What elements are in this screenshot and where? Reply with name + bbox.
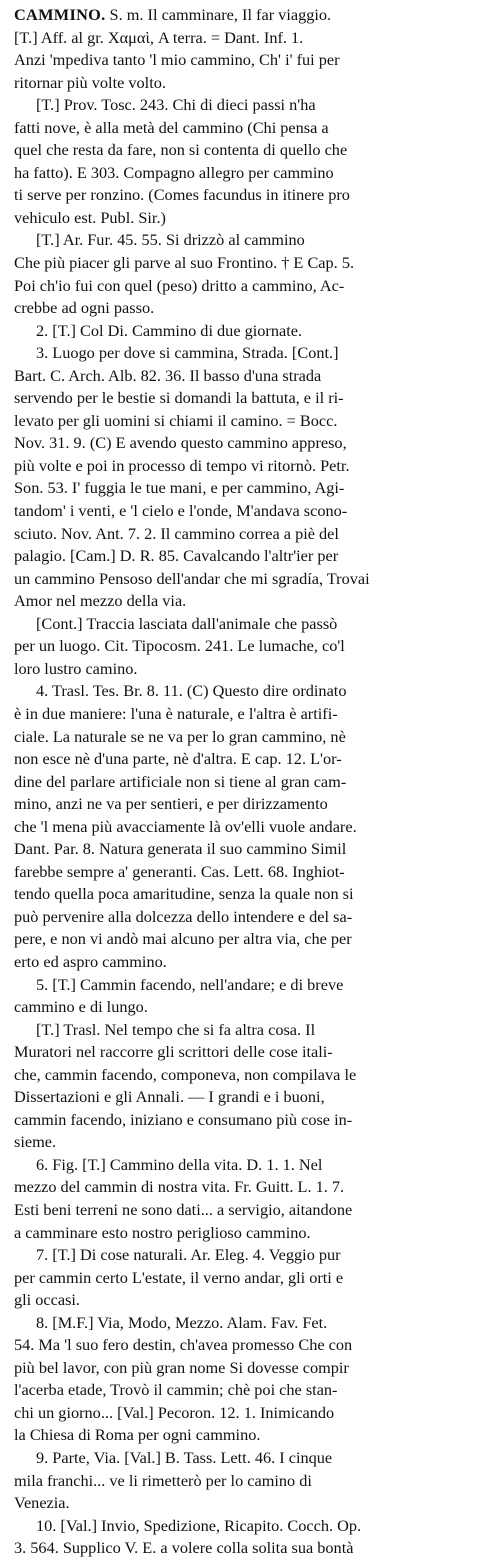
entry-line-49: cammin facendo, iniziano e consumano più cose in-: [14, 1109, 353, 1129]
entry-line-28: per un luogo. Cit. Tipocosm. 241. Le lumache, co'l: [14, 636, 345, 656]
entry-line-68: 3. 564. Supplico V. E. a volere colla solita sua bontà: [14, 1538, 354, 1558]
entry-line-19: Nov. 31. 9. (C) E avendo questo cammino appreso,: [14, 433, 347, 453]
entry-line-26: Amor nel mezzo della via.: [14, 591, 187, 611]
entry-line-22: tandom' i venti, e 'l cielo e l'onde, M'andava scono-: [14, 501, 348, 521]
entry-line-47: che, cammin facendo, componeva, non compilava le: [14, 1064, 357, 1084]
sense-9-line: 9. Parte, Via. [Val.] B. Tass. Lett. 46. I cinque: [36, 1448, 333, 1467]
entry-line-23: sciuto. Nov. Ant. 7. 2. Il cammino correa a piè del: [14, 523, 339, 543]
sense-8-line: 8. [M.F.] Via, Modo, Mezzo. Alam. Fav. Fet.: [36, 1312, 328, 1332]
entry-line-46: Muratori nel raccorre gli scrittori delle cose itali-: [14, 1042, 333, 1062]
entry-line-25: un cammino Pensoso dell'andar che mi sgradía, Trovai: [14, 568, 370, 588]
entry-line-36: che 'l mena più avacciamente là ov'elli vuole andare.: [14, 816, 357, 836]
entry-line-45: [T.] Trasl. Nel tempo che si fa altra cosa. Il: [36, 1019, 316, 1039]
sense-2-line: 2. [T.] Col Di. Cammino di due giornate.: [36, 320, 303, 340]
entry-line-12: Poi ch'io fui con quel (peso) dritto a cammino, Ac-: [14, 275, 345, 295]
sense-10-line: 10. [Val.] Invio, Spedizione, Ricapito. Cocch. Op.: [36, 1515, 362, 1535]
entry-line-60: più bel lavor, con più gran nome Si dovesse compir: [14, 1357, 349, 1377]
entry-line-34: dine del parlare artificiale non si tiene al gran cam-: [14, 771, 347, 791]
entry-line-20: più volte e poi in processo di tempo vi ritornò. Petr.: [14, 455, 350, 475]
entry-line-4: [T.] Prov. Tosc. 243. Chi di dieci passi n'ha: [36, 95, 316, 115]
entry-line-61: l'acerba etade, Trovò il cammin; chè poi che stan-: [14, 1380, 338, 1400]
entry-line-24: palagio. [Cam.] D. R. 85. Cavalcando l'altr'ier per: [14, 546, 339, 566]
entry-line-7: ha fatto). E 303. Compagno allegro per cammino: [14, 162, 334, 182]
sense-6-line: 6. Fig. [T.] Cammino della vita. D. 1. 1. Nel: [36, 1154, 323, 1174]
entry-line-27: [Cont.] Traccia lasciata dall'animale che passò: [36, 613, 338, 633]
entry-line-29: loro lustro camino.: [14, 658, 138, 678]
entry-line-17: servendo per le bestie si domandi la battuta, e il ri-: [14, 388, 344, 408]
entry-line-35: mino, anzi ne va per sentieri, e per dirizzamento: [14, 794, 328, 814]
entry-line-10: [T.] Ar. Fur. 45. 55. Si drizzò al cammino: [36, 230, 305, 250]
entry-line-65: mila franchi... ve li rimetterò per lo camino di: [14, 1470, 312, 1490]
entry-line-52: mezzo del cammin di nostra vita. Fr. Guitt. L. 1. 7.: [14, 1177, 345, 1197]
entry-line-42: erto ed aspro cammino.: [14, 951, 167, 971]
entry-line-62: chi un giorno... [Val.] Pecoron. 12. 1. Inimicando: [14, 1402, 335, 1422]
entry-line-33: non esce nè d'una parte, nè d'altra. E cap. 12. L'or-: [14, 749, 342, 769]
sense-7-line: 7. [T.] Di cose naturali. Ar. Eleg. 4. Veggio pur: [36, 1245, 341, 1265]
entry-line-57: gli occasi.: [14, 1290, 81, 1310]
entry-line-41: pere, e non vi andò mai alcuno per altra via, che per: [14, 929, 352, 949]
sense-4-line: 4. Trasl. Tes. Br. 8. 11. (C) Questo dire ordinato: [36, 681, 347, 701]
entry-line-9: vehiculo est. Publ. Sir.): [14, 207, 166, 227]
entry-line-31: è in due maniere: l'una è naturale, e l'altra è artifi-: [14, 703, 338, 723]
entry-line-39: tendo quella poca amaritudine, senza la quale non si: [14, 884, 354, 904]
entry-line-3: ritornar più volte volto.: [14, 72, 166, 92]
entry-line-53: Esti beni terreni ne sono dati... a servigio, aitandone: [14, 1199, 353, 1219]
entry-line-63: la Chiesa di Roma per ogni cammino.: [14, 1425, 261, 1445]
entry-line-21: Son. 53. I' fuggia le tue mani, e per cammino, Agi-: [14, 478, 345, 498]
sense-3-line: 3. Luogo per dove si cammina, Strada. [Cont.]: [36, 343, 339, 363]
entry-line-2: Anzi 'mpediva tanto 'l mio cammino, Ch' i' fui per: [14, 50, 340, 70]
entry-line-50: sieme.: [14, 1132, 57, 1152]
entry-line-32: ciale. La naturale se ne va per lo gran cammino, nè: [14, 726, 346, 746]
entry-line-48: Dissertazioni e gli Annali. — I grandi e i buoni,: [14, 1087, 325, 1107]
entry-line-16: Bart. C. Arch. Alb. 82. 36. Il basso d'una strada: [14, 365, 322, 385]
entry-line-54: a camminare esto nostro periglioso cammino.: [14, 1222, 311, 1242]
entry-line-5: fatti nove, è alla metà del cammino (Chi pensa a: [14, 117, 329, 137]
entry-line-44: cammino e di lungo.: [14, 997, 148, 1017]
entry-line-6: quel che resta da fare, non si contenta di quello che: [14, 140, 348, 160]
entry-line-1: [T.] Aff. al gr. Χαμαὶ, A terra. = Dant. Inf. 1.: [14, 27, 304, 47]
entry-line-8: ti serve per ronzino. (Comes facundus in itinere pro: [14, 185, 350, 205]
entry-line-0: CAMMINO. S. m. Il camminare, Il far viaggio.: [14, 5, 332, 24]
entry-line-37: Dant. Par. 8. Natura generata il suo cammino Simil: [14, 839, 347, 859]
entry-line-13: crebbe ad ogni passo.: [14, 298, 155, 318]
sense-5-line: 5. [T.] Cammin facendo, nell'andare; e di breve: [36, 974, 344, 994]
entry-line-18: levato per gli uomini si chiami il camino. = Bocc.: [14, 410, 338, 430]
entry-line-56: per cammin certo L'estate, il verno andar, gli orti e: [14, 1267, 344, 1287]
entry-line-38: farebbe sempre a' generanti. Cas. Lett. 68. Inghiot-: [14, 861, 345, 881]
entry-line-40: può pervenire alla dolcezza dello intendere e del sa-: [14, 906, 353, 926]
headword: CAMMINO.: [14, 5, 106, 24]
entry-line-59: 54. Ma 'l suo fero destin, ch'avea promesso Che con: [14, 1335, 353, 1355]
entry-line-11: Che più piacer gli parve al suo Frontino. † E Cap. 5.: [14, 253, 355, 273]
entry-line-66: Venezia.: [14, 1493, 70, 1513]
